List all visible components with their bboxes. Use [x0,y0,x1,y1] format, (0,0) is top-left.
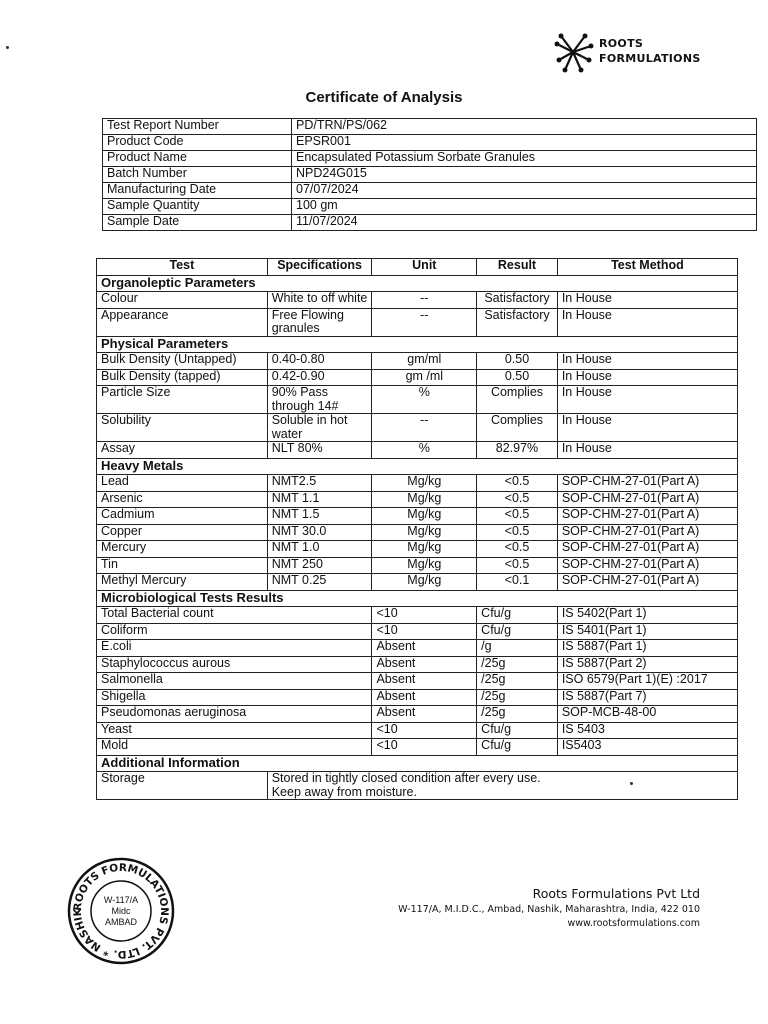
test-result: Satisfactory [477,308,558,336]
test-name: Mold [97,739,372,756]
test-unit: -- [372,414,477,442]
test-name: Total Bacterial count [97,607,372,624]
info-label: Sample Date [103,215,292,231]
test-method: SOP-CHM-27-01(Part A) [557,475,737,492]
section-title: Microbiological Tests Results [97,590,738,607]
test-unit: /g [477,640,558,657]
test-method: SOP-CHM-27-01(Part A) [557,557,737,574]
company-footer [398,886,700,929]
table-row [97,475,738,492]
table-row [97,623,738,640]
section-header-row [97,755,738,772]
test-name: Salmonella [97,673,372,690]
table-row [97,739,738,756]
test-result: 0.50 [477,353,558,370]
test-specification: NMT 1.0 [267,541,372,558]
storage-line-1: Stored in tightly closed condition after every use. [271,771,541,785]
header-result: Result [477,259,558,276]
test-specification: Soluble in hot water [267,414,372,442]
test-unit: gm/ml [372,353,477,370]
test-name: Copper [97,524,268,541]
svg-text:W-117/A: W-117/A [103,895,139,905]
section-title: Physical Parameters [97,336,738,353]
test-result: 0.50 [477,369,558,386]
test-method: SOP-CHM-27-01(Part A) [557,524,737,541]
test-method: IS 5887(Part 2) [557,656,737,673]
test-unit: Mg/kg [372,541,477,558]
test-unit: Mg/kg [372,491,477,508]
test-name: Shigella [97,689,372,706]
test-name: Yeast [97,722,372,739]
test-method: IS 5887(Part 1) [557,640,737,657]
test-unit: /25g [477,656,558,673]
table-row [97,491,738,508]
section-title: Additional Information [97,755,738,772]
footer-address: W-117/A, M.I.D.C., Ambad, Nashik, Maharashtra, India, 422 010 [398,904,700,915]
table-row [97,722,738,739]
table-row [97,689,738,706]
table-row [97,706,738,723]
info-row [103,119,757,135]
info-row [103,151,757,167]
table-row [97,656,738,673]
company-stamp [66,856,176,966]
test-unit: % [372,386,477,414]
test-specification: NMT 1.5 [267,508,372,525]
test-unit: % [372,442,477,459]
info-value: 07/07/2024 [292,183,757,199]
info-row [103,167,757,183]
test-specification: <10 [372,722,477,739]
scan-speck [6,46,9,49]
info-label: Sample Quantity [103,199,292,215]
test-unit: -- [372,308,477,336]
test-result: <0.5 [477,491,558,508]
table-row [97,524,738,541]
test-unit: Cfu/g [477,623,558,640]
test-unit: Mg/kg [372,475,477,492]
analysis-table [96,258,738,800]
test-name: Coliform [97,623,372,640]
test-unit: Cfu/g [477,739,558,756]
test-method: In House [557,442,737,459]
table-row [97,414,738,442]
test-result: Satisfactory [477,292,558,309]
test-name: Lead [97,475,268,492]
test-method: SOP-MCB-48-00 [557,706,737,723]
section-header-row [97,458,738,475]
test-unit: Cfu/g [477,722,558,739]
test-specification: Absent [372,706,477,723]
info-row [103,199,757,215]
test-specification: White to off white [267,292,372,309]
table-row [97,557,738,574]
test-specification: <10 [372,739,477,756]
test-result: Complies [477,414,558,442]
info-value: Encapsulated Potassium Sorbate Granules [292,151,757,167]
test-name: Colour [97,292,268,309]
test-method: In House [557,292,737,309]
info-value: PD/TRN/PS/062 [292,119,757,135]
test-result: <0.5 [477,524,558,541]
test-method: IS 5402(Part 1) [557,607,737,624]
test-specification: NMT2.5 [267,475,372,492]
test-method: SOP-CHM-27-01(Part A) [557,541,737,558]
section-title: Heavy Metals [97,458,738,475]
test-specification: 0.42-0.90 [267,369,372,386]
test-specification: 90% Pass through 14# [267,386,372,414]
test-method: SOP-CHM-27-01(Part A) [557,491,737,508]
test-unit: /25g [477,689,558,706]
storage-label: Storage [97,772,268,800]
storage-row [97,772,738,800]
footer-website: www.rootsformulations.com [567,918,700,929]
test-method: IS 5403 [557,722,737,739]
test-name: Appearance [97,308,268,336]
test-method: IS 5401(Part 1) [557,623,737,640]
info-value: EPSR001 [292,135,757,151]
document-title: Certificate of Analysis [305,89,463,106]
test-result: <0.5 [477,541,558,558]
storage-line-2: Keep away from moisture. [271,784,417,799]
test-result: <0.5 [477,557,558,574]
info-label: Product Code [103,135,292,151]
table-row [97,508,738,525]
test-unit: /25g [477,706,558,723]
info-label: Test Report Number [103,119,292,135]
test-name: Assay [97,442,268,459]
test-result: <0.5 [477,508,558,525]
info-row [103,215,757,231]
test-specification: NMT 0.25 [267,574,372,591]
info-row [103,183,757,199]
header-unit: Unit [372,259,477,276]
test-unit: gm /ml [372,369,477,386]
test-method: IS 5887(Part 7) [557,689,737,706]
roots-logo-icon [553,30,595,74]
section-header-row [97,275,738,292]
storage-value [267,772,737,800]
test-method: In House [557,414,737,442]
report-info-table [102,118,757,231]
test-name: Arsenic [97,491,268,508]
test-unit: Mg/kg [372,574,477,591]
svg-text:ROOTS FORMULATIONS PVT. LTD. *: ROOTS FORMULATIONS PVT. LTD. * NASHIK [71,861,171,961]
test-specification: Absent [372,656,477,673]
table-row [97,607,738,624]
test-specification: Absent [372,689,477,706]
table-header-row [97,259,738,276]
test-specification: NLT 80% [267,442,372,459]
test-result: <0.1 [477,574,558,591]
company-logo [553,30,703,74]
footer-company-name: Roots Formulations Pvt Ltd [532,886,700,901]
svg-text:Midc: Midc [111,906,131,916]
info-label: Product Name [103,151,292,167]
info-value: NPD24G015 [292,167,757,183]
test-method: SOP-CHM-27-01(Part A) [557,508,737,525]
test-unit: /25g [477,673,558,690]
section-title: Organoleptic Parameters [97,275,738,292]
test-unit: -- [372,292,477,309]
test-name: Cadmium [97,508,268,525]
test-specification: 0.40-0.80 [267,353,372,370]
test-result: 82.97% [477,442,558,459]
test-name: Tin [97,557,268,574]
test-name: Particle Size [97,386,268,414]
test-name: E.coli [97,640,372,657]
test-specification: NMT 30.0 [267,524,372,541]
test-name: Methyl Mercury [97,574,268,591]
test-name: Bulk Density (Untapped) [97,353,268,370]
test-method: In House [557,353,737,370]
table-row [97,574,738,591]
table-row [97,673,738,690]
info-value: 100 gm [292,199,757,215]
test-result: <0.5 [477,475,558,492]
scan-speck [630,782,633,785]
test-method: In House [557,308,737,336]
table-row [97,386,738,414]
test-specification: NMT 250 [267,557,372,574]
test-unit: Mg/kg [372,557,477,574]
test-method: ISO 6579(Part 1)(E) :2017 [557,673,737,690]
test-specification: Free Flowing granules [267,308,372,336]
logo-line2: FORMULATIONS [599,52,701,65]
test-method: In House [557,386,737,414]
test-method: In House [557,369,737,386]
table-row [97,541,738,558]
logo-line1: ROOTS [599,37,644,50]
test-name: Bulk Density (tapped) [97,369,268,386]
test-method: SOP-CHM-27-01(Part A) [557,574,737,591]
test-specification: <10 [372,607,477,624]
test-name: Pseudomonas aeruginosa [97,706,372,723]
info-row [103,135,757,151]
table-row [97,369,738,386]
test-name: Solubility [97,414,268,442]
test-unit: Mg/kg [372,508,477,525]
test-unit: Cfu/g [477,607,558,624]
header-specifications: Specifications [267,259,372,276]
test-specification: Absent [372,673,477,690]
table-row [97,640,738,657]
test-name: Mercury [97,541,268,558]
section-header-row [97,336,738,353]
svg-text:AMBAD: AMBAD [104,917,138,927]
table-row [97,442,738,459]
test-result: Complies [477,386,558,414]
test-name: Staphylococcus aurous [97,656,372,673]
stamp-seal-icon [66,856,176,966]
test-method: IS5403 [557,739,737,756]
table-row [97,353,738,370]
info-label: Manufacturing Date [103,183,292,199]
test-specification: Absent [372,640,477,657]
table-row [97,292,738,309]
info-label: Batch Number [103,167,292,183]
header-test: Test [97,259,268,276]
test-specification: NMT 1.1 [267,491,372,508]
test-unit: Mg/kg [372,524,477,541]
header-test-method: Test Method [557,259,737,276]
section-header-row [97,590,738,607]
info-value: 11/07/2024 [292,215,757,231]
table-row [97,308,738,336]
test-specification: <10 [372,623,477,640]
